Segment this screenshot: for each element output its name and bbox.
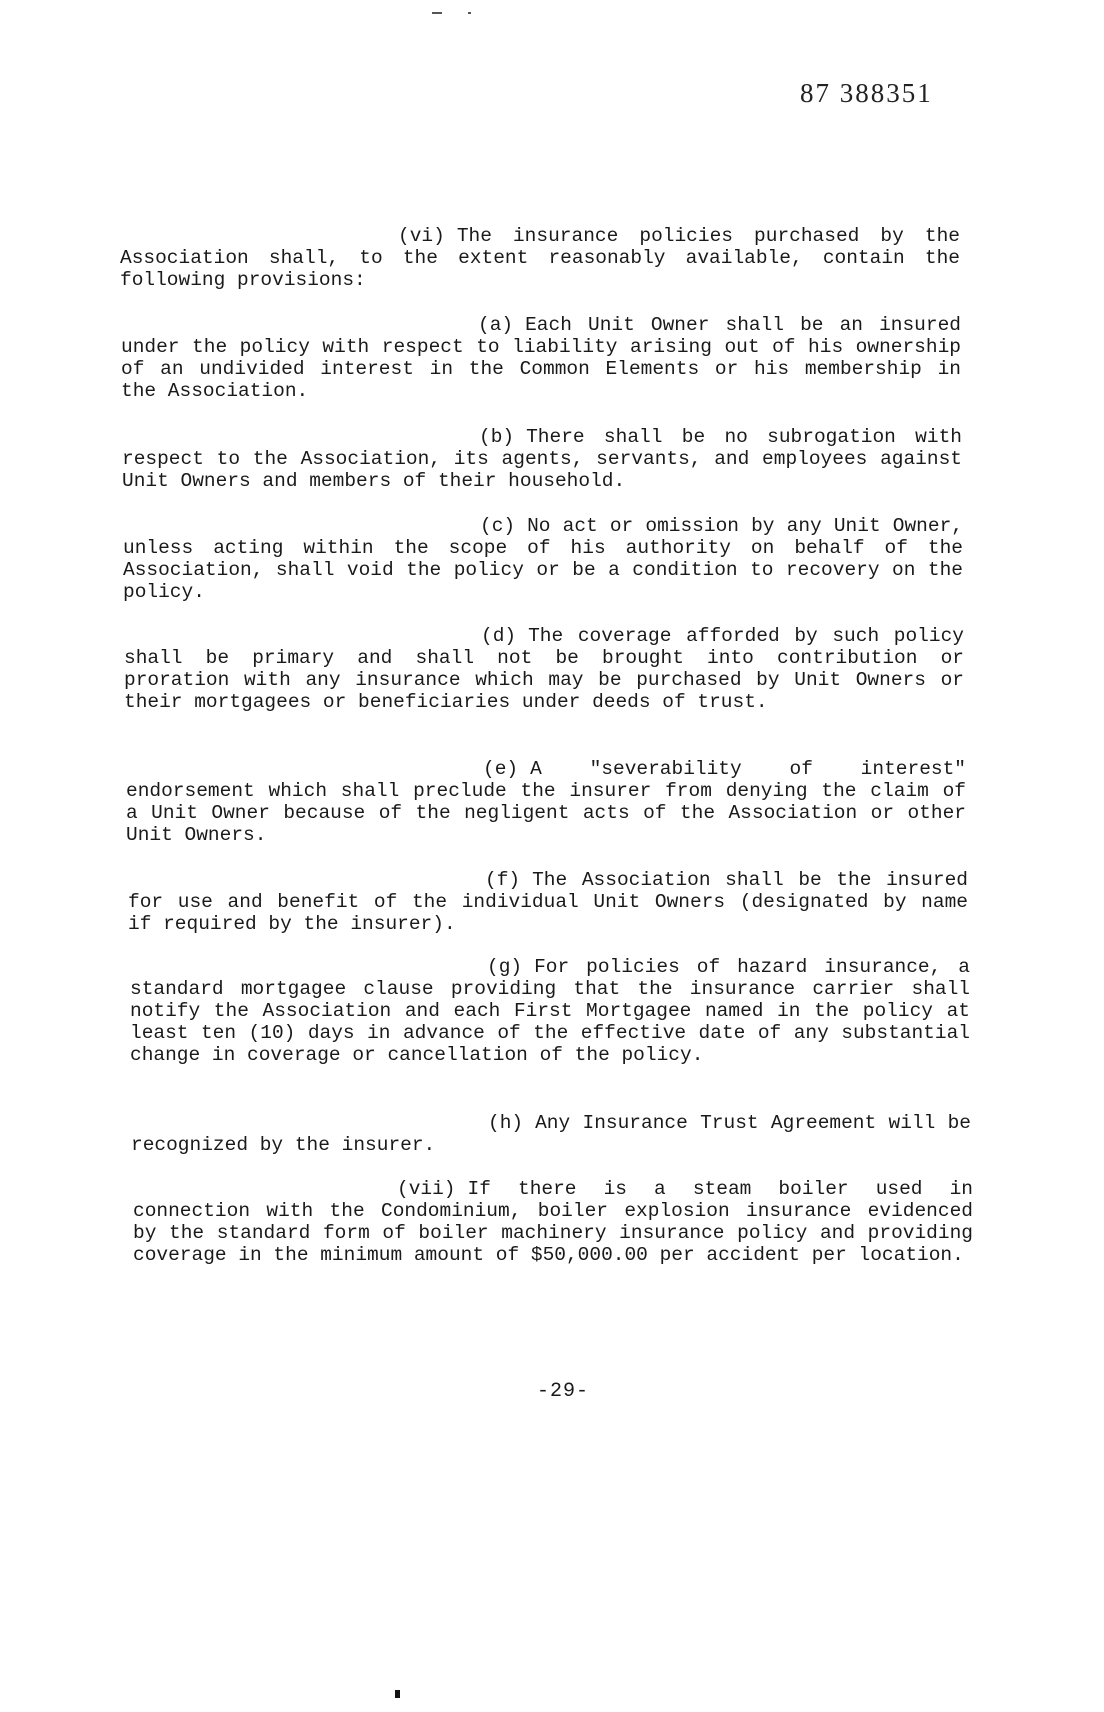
provision-b	[122, 426, 962, 492]
provision-e	[126, 758, 966, 846]
provision-text: The insurance policies purchased by the Association shall, to the extent reasonably available, contain the following provisions:	[120, 225, 960, 291]
provision-vi	[120, 225, 960, 291]
provision-label: (g)	[487, 956, 523, 978]
provision-text: A "severability of interest" endorsement which shall preclude the insurer from denying the claim of a Unit Owner because of the negligent acts of the Association or other Unit Owners.	[126, 758, 966, 846]
provision-c	[123, 515, 963, 603]
provision-a	[121, 314, 961, 402]
provision-label: (f)	[485, 869, 521, 891]
provision-vii	[133, 1178, 973, 1266]
provision-text: If there is a steam boiler used in connection with the Condominium, boiler explosion insurance evidenced by the standard form of boiler machinery insurance policy and providing coverage in the minimum amount of $50,000.00 per accident per location.	[133, 1178, 973, 1266]
provision-label: (vii)	[397, 1178, 456, 1200]
provision-f	[128, 869, 968, 935]
provision-d	[124, 625, 964, 713]
scan-artifact	[432, 12, 442, 14]
provision-text: The coverage afforded by such policy shall be primary and shall not be brought into contribution or proration with any insurance which may be purchased by Unit Owners or their mortgagees or beneficiaries under deeds of trust.	[124, 625, 964, 713]
provision-text: The Association shall be the insured for use and benefit of the individual Unit Owners (designated by name if required by the insurer).	[128, 869, 968, 935]
provision-g	[130, 956, 970, 1066]
provision-h	[131, 1112, 971, 1156]
scan-artifact	[395, 1690, 400, 1698]
provision-label: (h)	[488, 1112, 524, 1134]
page-number: -29-	[537, 1380, 590, 1403]
document-number: 87 388351	[800, 78, 933, 108]
provision-label: (d)	[481, 625, 517, 647]
provision-text: There shall be no subrogation with respect to the Association, its agents, servants, and employees against Unit Owners and members of their household.	[122, 426, 962, 492]
provision-label: (a)	[478, 314, 514, 336]
provision-label: (vi)	[398, 225, 445, 247]
provision-text: No act or omission by any Unit Owner, unless acting within the scope of his authority on behalf of the Association, shall void the policy or be a condition to recovery on the policy.	[123, 515, 963, 603]
provision-label: (e)	[483, 758, 519, 780]
provision-text: For policies of hazard insurance, a standard mortgagee clause providing that the insurance carrier shall notify the Association and each First Mortgagee named in the policy at least ten (10) days in advance of the effective date of any substantial change in coverage or cancellation of the policy.	[130, 956, 970, 1066]
provision-label: (c)	[480, 515, 516, 537]
provision-text: Any Insurance Trust Agreement will be recognized by the insurer.	[131, 1112, 971, 1156]
provision-label: (b)	[479, 426, 515, 448]
scan-artifact	[468, 12, 471, 14]
provision-text: Each Unit Owner shall be an insured under the policy with respect to liability arising out of his ownership of an undivided interest in the Common Elements or his membership in the Association.	[121, 314, 961, 402]
